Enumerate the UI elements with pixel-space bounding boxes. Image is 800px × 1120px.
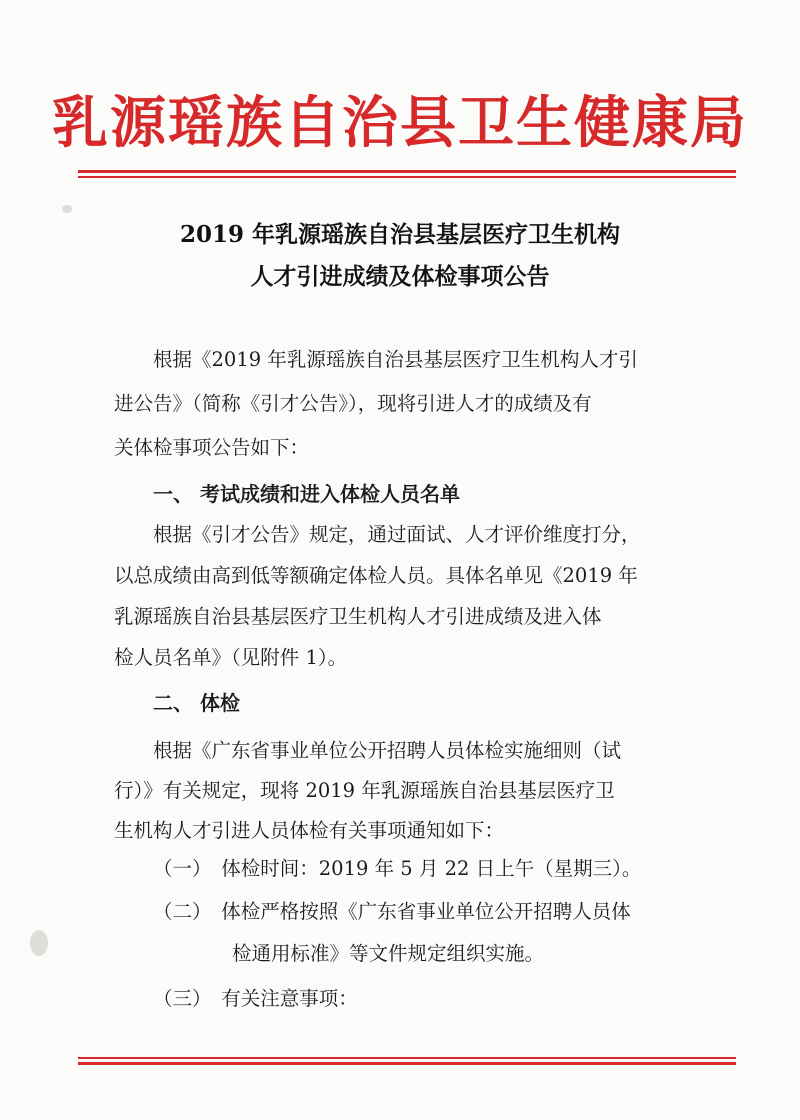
section-2-line-2: 行）》有关规定，现将 2019 年乳源瑶族自治县基层医疗卫 [114, 779, 615, 802]
section-1-line-1: 根据《引才公告》规定，通过面试、人才评价维度打分， [153, 523, 641, 546]
section-2-item-2-cont: 检通用标准》等文件规定组织实施。 [232, 942, 545, 965]
footer-rule-thick [78, 1062, 736, 1065]
section-1-line-4: 检人员名单》（见附件 1）。 [114, 646, 348, 669]
section-1-line-3: 乳源瑶族自治县基层医疗卫生机构人才引进成绩及进入体 [114, 605, 602, 628]
section-1-line-2: 以总成绩由高到低等额确定体检人员。具体名单见《2019 年 [114, 564, 638, 587]
document-title-line-1: 2019 年乳源瑶族自治县基层医疗卫生机构 [179, 221, 621, 248]
intro-line-3: 关体检事项公告如下： [114, 436, 310, 459]
intro-line-1: 根据《2019 年乳源瑶族自治县基层医疗卫生机构人才引 [153, 348, 638, 371]
footer-rule-thin [78, 1057, 736, 1059]
letterhead-title: 乳源瑶族自治县卫生健康局 [52, 90, 748, 156]
scan-speck [30, 930, 48, 956]
letterhead-rule-thick [78, 170, 736, 173]
section-1-heading: 一、 考试成绩和进入体检人员名单 [153, 482, 460, 506]
intro-line-2: 进公告》（简称《引才公告》），现将引进人才的成绩及有 [114, 392, 592, 415]
section-2-item-3: （三） 有关注意事项： [153, 987, 358, 1010]
section-2-item-2: （二） 体检严格按照《广东省事业单位公开招聘人员体 [153, 900, 631, 923]
scan-speck [62, 205, 72, 213]
section-2-heading: 二、 体检 [153, 691, 240, 715]
section-2-item-1: （一） 体检时间：2019 年 5 月 22 日上午（星期三）。 [153, 857, 642, 880]
section-2-line-3: 生机构人才引进人员体检有关事项通知如下： [114, 819, 505, 842]
letterhead-rule-thin [78, 176, 736, 178]
section-2-line-1: 根据《广东省事业单位公开招聘人员体检实施细则（试 [153, 739, 622, 762]
document-title-line-2: 人才引进成绩及体检事项公告 [250, 263, 550, 290]
